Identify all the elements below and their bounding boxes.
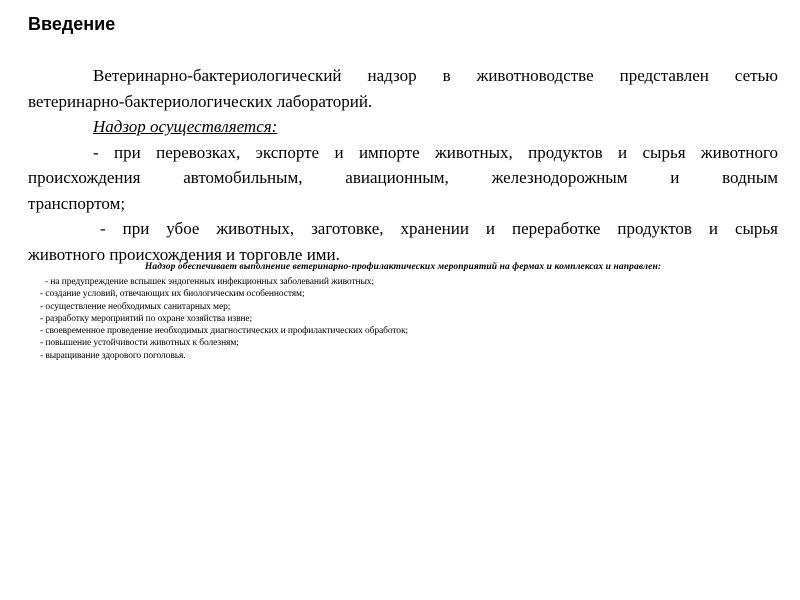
body-text-block [28,63,778,267]
slide-title: Введение [28,14,116,34]
small-list [28,276,778,362]
small-list-item-disease-resistance: - повышение устойчивости животных к болезням; [40,338,239,349]
small-list-item-healthy-livestock: - выращивание здорового поголовья. [40,350,186,361]
small-list-item-sanitary-measures: - осуществление необходимых санитарных мер; [40,301,231,312]
small-list-item-outbreak-prevention: - на предупреждение вспышек эндогенных инфекционных заболеваний животных; [45,277,374,287]
small-list-item-diagnostic-treatments: - своевременное проведение необходимых диагностических и профилактических обработок; [40,326,409,337]
small-list-item-farm-protection: - разработку мероприятий по охране хозяйства извне; [40,313,253,324]
intro-paragraph-line-2: ветеринарно-бактериологических лабораторий. [28,91,373,111]
small-list-item-conditions: - создание условий, отвечающих их биологическим особенностям; [40,289,305,300]
small-section-header: Надзор обеспечивает выполнение ветеринарно-профилактических мероприятий на фермах и комплексах и направлен: [144,262,662,272]
subheading-line [28,114,778,140]
bullet-transport-line-1: - при перевозках, экспорте и импорте животных, продуктов и сырья животного [93,142,778,162]
intro-paragraph-line-1: Ветеринарно-бактериологический надзор в животноводстве представлен сетью [93,66,778,85]
bullet-transport-line-2: происхождения автомобильным, авиационным, железнодорожным и водным [28,168,778,187]
small-text-block [28,261,778,362]
bullet-slaughter-line-2: животного происхождения и торговле ими. [28,244,340,264]
bullet-transport-line-3: транспортом; [28,193,126,213]
bullet-slaughter-line-1: - при убое животных, заготовке, хранении и переработке продуктов и сырья [100,219,778,238]
subheading-nadzor: Надзор осуществляется: [93,117,278,136]
